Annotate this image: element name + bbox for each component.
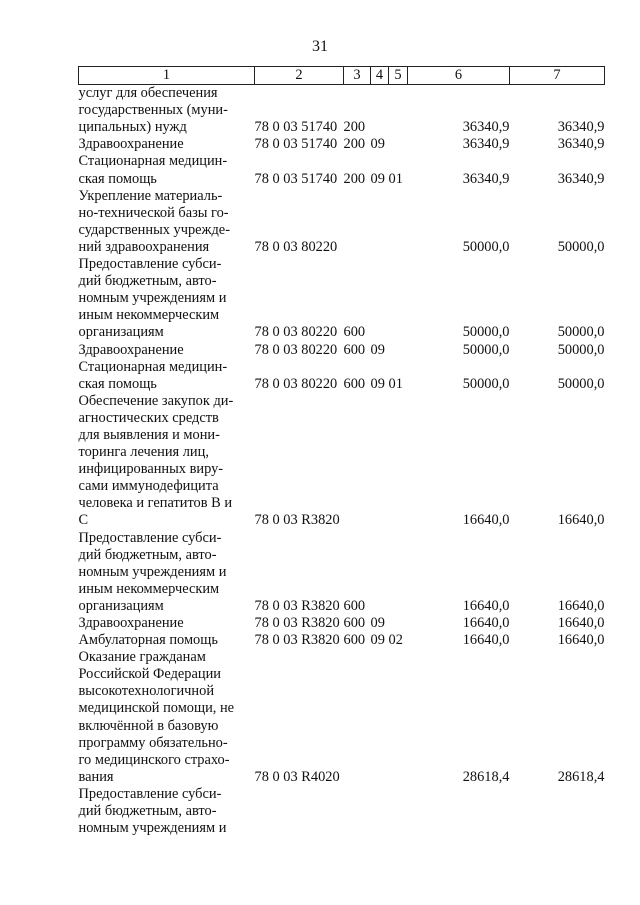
row-name-line: Предоставление субси- (78, 785, 222, 802)
row-name-line: С (78, 512, 89, 529)
row-name (79, 632, 255, 649)
header-col-4: 4 (371, 67, 389, 85)
row-value-col7: 50000,0 (557, 375, 605, 392)
table-row (79, 786, 605, 837)
row-name-line: ская помощь (78, 375, 157, 392)
row-name (79, 342, 255, 359)
row-value-col7: 28618,4 (557, 768, 605, 785)
row-name (79, 530, 255, 615)
table-row (79, 393, 605, 530)
row-c4 (371, 393, 389, 530)
row-c4 (371, 85, 389, 137)
row-name-line: Здравоохранение (78, 136, 184, 153)
table-row (79, 359, 605, 393)
row-c3: 600 (343, 341, 366, 358)
row-code: 78 0 03 80220 (254, 238, 338, 255)
row-code: 78 0 03 R3820 (254, 615, 340, 631)
row-name-line: ний здравоохранения (78, 238, 210, 255)
row-name (79, 136, 255, 153)
row-c5 (389, 786, 408, 837)
row-name-line: номным учреждениям и (78, 290, 227, 307)
row-c5 (389, 649, 408, 786)
row-name-line: государственных (муни- (78, 102, 228, 119)
row-name (79, 153, 255, 187)
row-code: 78 0 03 80220 (254, 341, 338, 358)
row-value-col7: 50000,0 (557, 238, 605, 255)
row-c4 (371, 530, 389, 615)
row-name-line: иным некоммерческим (78, 307, 220, 324)
row-value-col6 (408, 786, 510, 837)
row-code: 78 0 03 51740 (254, 136, 338, 153)
header-col-6: 6 (408, 67, 510, 85)
row-value-col7: 36340,9 (557, 136, 605, 153)
row-c4 (371, 649, 389, 786)
row-name-line: дий бюджетным, авто- (78, 273, 217, 290)
row-name-line: Российской Федерации (78, 666, 221, 683)
row-value-col6: 36340,9 (462, 170, 510, 187)
row-name (79, 393, 255, 530)
row-value-col6: 50000,0 (462, 238, 510, 255)
row-value-col6: 50000,0 (462, 375, 510, 392)
row-value-col6: 36340,9 (462, 119, 510, 136)
row-c3 (344, 649, 371, 786)
row-name-line: Оказание гражданам (78, 649, 206, 666)
row-code: 78 0 03 R3820 (254, 632, 340, 649)
header-col-7: 7 (510, 67, 605, 85)
row-c3: 600 (343, 632, 366, 649)
row-value-col6: 16640,0 (462, 615, 510, 631)
row-code: 78 0 03 51740 (254, 170, 338, 187)
row-name-line: торинга лечения лиц, (78, 444, 209, 461)
row-value-col7: 50000,0 (557, 341, 605, 358)
row-c5: 01 (388, 170, 403, 187)
row-name-line: Здравоохранение (78, 615, 184, 631)
row-c3: 600 (343, 615, 366, 631)
row-name-line: медицинской помощи, не (78, 700, 235, 717)
row-name (79, 786, 255, 837)
row-c4: 09 (370, 136, 385, 153)
row-code: 78 0 03 80220 (254, 324, 338, 341)
row-c3 (344, 393, 371, 530)
row-value-col6: 50000,0 (462, 324, 510, 341)
row-name-line: высокотехнологичной (78, 683, 215, 700)
row-code (255, 786, 344, 837)
row-c5: 01 (388, 375, 403, 392)
table-row (79, 136, 605, 153)
row-value-col6: 28618,4 (462, 768, 510, 785)
row-c3 (344, 188, 371, 256)
row-name (79, 649, 255, 786)
row-name-line: для выявления и мони- (78, 426, 220, 443)
row-name-line: номным учреждениям и (78, 563, 227, 580)
row-name-line: услуг для обеспечения (78, 85, 218, 102)
table-row (79, 649, 605, 786)
row-c5 (389, 188, 408, 256)
row-name (79, 256, 255, 341)
row-c5 (389, 342, 408, 359)
row-c5 (389, 256, 408, 341)
table-row (79, 632, 605, 649)
row-name-line: Стационарная медицин- (78, 358, 228, 375)
row-value-col6: 16640,0 (462, 597, 510, 614)
row-name-line: человека и гепатитов В и (78, 495, 233, 512)
row-c4: 09 (370, 615, 385, 631)
row-c5: 02 (388, 632, 403, 649)
row-value-col7: 50000,0 (557, 324, 605, 341)
row-c5 (389, 393, 408, 530)
row-c5 (389, 530, 408, 615)
row-name-line: сами иммунодефицита (78, 478, 219, 495)
row-c4: 09 (370, 632, 385, 649)
page-number: 31 (312, 38, 328, 55)
row-code: 78 0 03 R3820 (254, 512, 340, 529)
row-c4: 09 (370, 170, 385, 187)
row-value-col7: 16640,0 (557, 597, 605, 614)
row-c4 (371, 786, 389, 837)
row-c4: 09 (370, 375, 385, 392)
row-c3: 200 (343, 136, 366, 153)
table-row (79, 256, 605, 341)
table-row (79, 153, 605, 187)
table-row (79, 342, 605, 359)
row-name (79, 615, 255, 632)
row-c4 (371, 256, 389, 341)
row-c5 (389, 85, 408, 137)
row-value-col7: 36340,9 (557, 170, 605, 187)
row-c4: 09 (370, 341, 385, 358)
row-value-col7: 36340,9 (557, 119, 605, 136)
table-header-row (79, 67, 605, 85)
row-name-line: Предоставление субси- (78, 529, 222, 546)
row-name (79, 359, 255, 393)
table-row (79, 530, 605, 615)
row-name-line: но-технической базы го- (78, 204, 229, 221)
row-c3 (344, 786, 371, 837)
row-name-line: Амбулаторная помощь (78, 632, 218, 649)
row-name-line: сударственных учрежде- (78, 221, 230, 238)
row-name-line: вания (78, 768, 114, 785)
row-name (79, 85, 255, 137)
row-name-line: дий бюджетным, авто- (78, 546, 217, 563)
row-value-col6: 16640,0 (462, 512, 510, 529)
row-value-col7: 16640,0 (557, 615, 605, 631)
row-name-line: го медицинского страхо- (78, 751, 230, 768)
row-name-line: ципальных) нужд (78, 119, 187, 136)
row-code: 78 0 03 R3820 (254, 597, 340, 614)
row-name-line: программу обязательно- (78, 734, 228, 751)
row-name-line: инфицированных виру- (78, 461, 224, 478)
row-name-line: ская помощь (78, 170, 157, 187)
row-value-col6: 16640,0 (462, 632, 510, 649)
header-col-3: 3 (344, 67, 371, 85)
header-col-2: 2 (255, 67, 344, 85)
row-name-line: включённой в базовую (78, 717, 219, 734)
row-c5 (389, 136, 408, 153)
row-code: 78 0 03 R4020 (254, 768, 340, 785)
row-c3: 600 (343, 597, 366, 614)
row-value-col7: 16640,0 (557, 632, 605, 649)
row-name-line: Предоставление субси- (78, 256, 222, 273)
row-name-line: дий бюджетным, авто- (78, 803, 217, 820)
row-name-line: Здравоохранение (78, 341, 184, 358)
table-row (79, 615, 605, 632)
row-name-line: номным учреждениям и (78, 820, 227, 837)
table-row (79, 188, 605, 256)
header-col-1: 1 (79, 67, 255, 85)
row-code: 78 0 03 80220 (254, 375, 338, 392)
row-code: 78 0 03 51740 (254, 119, 338, 136)
row-c3: 200 (343, 119, 366, 136)
row-c4 (371, 188, 389, 256)
row-name-line: организациям (78, 324, 164, 341)
row-name-line: агностических средств (78, 409, 219, 426)
row-value-col7 (510, 786, 605, 837)
row-value-col6: 36340,9 (462, 136, 510, 153)
row-name-line: организациям (78, 597, 164, 614)
row-name-line: иным некоммерческим (78, 580, 220, 597)
row-c3: 600 (343, 375, 366, 392)
row-value-col7: 16640,0 (557, 512, 605, 529)
table-row (79, 85, 605, 137)
row-value-col6: 50000,0 (462, 341, 510, 358)
header-col-5: 5 (389, 67, 408, 85)
row-name (79, 188, 255, 256)
row-name-line: Стационарная медицин- (78, 153, 228, 170)
row-c5 (389, 615, 408, 632)
row-name-line: Обеспечение закупок ди- (78, 392, 234, 409)
row-c3: 600 (343, 324, 366, 341)
row-c3: 200 (343, 170, 366, 187)
budget-table (78, 66, 605, 837)
row-name-line: Укрепление материаль- (78, 187, 223, 204)
